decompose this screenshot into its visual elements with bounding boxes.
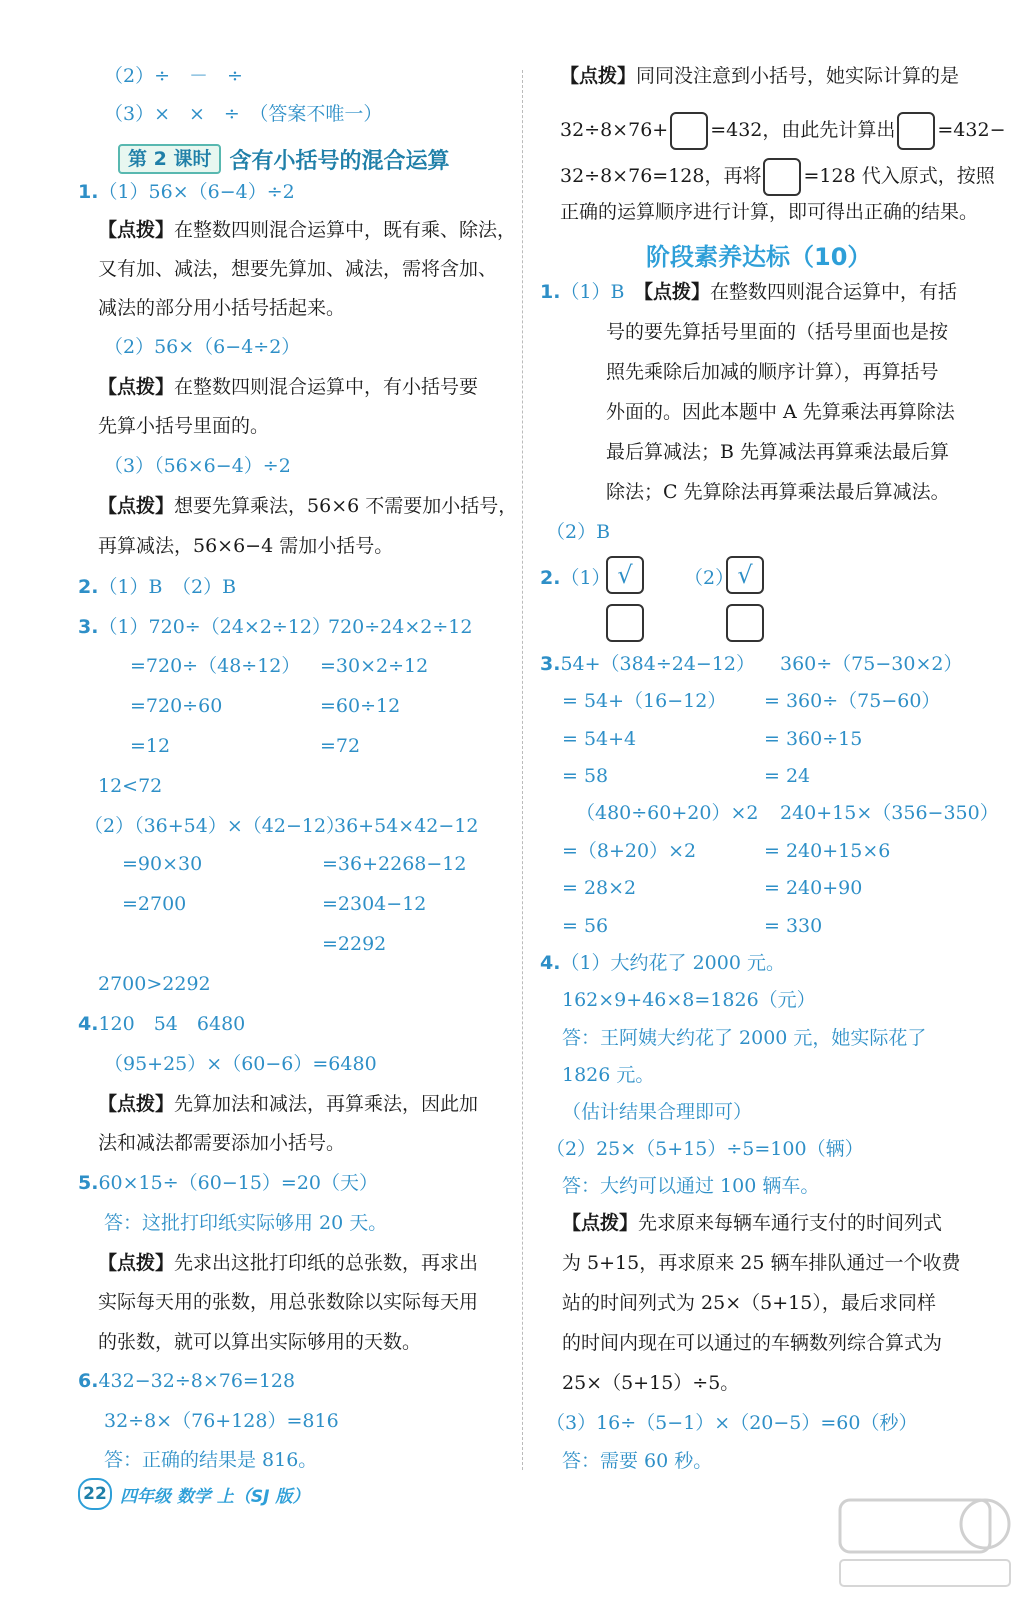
line-text: = 360÷（75−60） [764, 690, 941, 712]
left-line [104, 1409, 339, 1433]
line-text: = 56 [562, 915, 609, 937]
left-line [104, 454, 291, 478]
tip-label: 【点拨】 [98, 376, 175, 398]
tip-label: 【点拨】 [98, 1252, 175, 1274]
answer-checkbox [726, 604, 764, 642]
line-text: 号的要先算括号里面的（括号里面也是按 [606, 321, 949, 343]
right-line [562, 1331, 942, 1355]
page-footer [78, 1478, 309, 1510]
right-line [764, 689, 940, 713]
line-text: 在整数四则混合运算中，既有乘、除法， [174, 219, 517, 241]
left-line [98, 296, 345, 320]
left-line [122, 852, 202, 876]
left-line [322, 892, 426, 916]
left-line [78, 1012, 245, 1036]
right-line [540, 652, 755, 676]
question-number: 1. [540, 281, 561, 303]
line-text: 站的时间列式为 25×（5+15），最后求同样 [562, 1292, 936, 1314]
tip-label: 【点拨】 [98, 219, 175, 241]
left-line [98, 257, 497, 281]
line-text: （2）56×（6−4÷2） [104, 336, 301, 358]
right-line [606, 480, 950, 504]
line-text: 54+（384÷24−12） [560, 653, 756, 675]
left-line [98, 1131, 345, 1155]
blank-box [670, 112, 708, 150]
right-line [562, 839, 696, 863]
line-text: 为 5+15，再求原来 25 辆车排队通过一个收费 [562, 1252, 961, 1274]
right-line [562, 689, 726, 713]
line-text: 最后算减法；B 先算减法再算乘法最后算 [606, 441, 950, 463]
right-line [560, 112, 1006, 150]
line-text: = 240+15×6 [764, 840, 891, 862]
line-text: 照先乘除后加减的顺序计算），再算括号 [606, 361, 939, 383]
left-line [320, 734, 360, 758]
question-number: 5. [78, 1172, 99, 1194]
right-line [576, 801, 758, 825]
left-line [78, 1369, 295, 1393]
right-line [562, 1100, 752, 1124]
right-line [764, 914, 822, 938]
right-line [764, 727, 862, 751]
right-line [562, 988, 816, 1012]
left-line [104, 64, 243, 88]
tip-label: 【点拨】 [560, 65, 637, 87]
line-text: （估计结果合理即可） [562, 1101, 753, 1123]
line-text: 432−32÷8×76=128 [98, 1370, 296, 1392]
left-line [98, 1092, 478, 1116]
blank-box [897, 112, 935, 150]
line-text: 答：这批打印纸实际够用 20 天。 [104, 1212, 388, 1234]
book-title: 四年级 数学 上（SJ 版） [120, 1486, 310, 1507]
left-line [320, 694, 400, 718]
right-line [606, 400, 955, 424]
left-line [98, 972, 211, 996]
line-text: （480÷60+20）×2 [576, 802, 759, 824]
left-line [122, 892, 186, 916]
right-line [764, 839, 890, 863]
question-number: 4. [78, 1013, 99, 1035]
right-line [562, 914, 608, 938]
line-text: 32÷8×76=128，再将 =128 代入原式，按照 [560, 165, 995, 187]
left-line [130, 694, 222, 718]
right-line [562, 1026, 926, 1050]
answer-checkbox: √ [726, 556, 764, 594]
right-line [764, 876, 862, 900]
question-number: 2. [540, 567, 561, 589]
line-text: 先求原来每辆车通行支付的时间列式 [638, 1212, 943, 1234]
right-line [562, 1291, 936, 1315]
line-text: 36+54×42−12 [334, 815, 479, 837]
line-text: =72 [320, 735, 361, 757]
left-line [98, 1251, 478, 1275]
right-line [562, 727, 636, 751]
right-line [606, 440, 949, 464]
line-text: 的张数，就可以算出实际够用的天数。 [98, 1331, 422, 1353]
right-line [562, 1211, 942, 1235]
line-text: 外面的。因此本题中 A 先算乘法再算除法 [606, 401, 955, 423]
line-text: =30×2÷12 [320, 655, 429, 677]
right-line [562, 876, 636, 900]
left-line [104, 335, 300, 359]
line-text: 25×（5+15）÷5。 [562, 1372, 740, 1394]
line-text: = 330 [764, 915, 823, 937]
line-text: = 54+4 [562, 728, 637, 750]
line-text: 答：正确的结果是 816。 [104, 1449, 318, 1471]
left-line [130, 654, 300, 678]
left-line [98, 414, 269, 438]
left-line [78, 180, 295, 204]
line-text: 在整数四则混合运算中，有括 [710, 281, 958, 303]
left-line [78, 1171, 378, 1195]
left-line [98, 1290, 478, 1314]
line-text: =2292 [322, 933, 387, 955]
right-line [562, 1449, 712, 1473]
line-text: 120 54 6480 [98, 1013, 246, 1035]
line-text: =720÷（48÷12） [130, 655, 301, 677]
line-text: =12 [130, 735, 171, 757]
lesson-tag: 第 2 课时 [118, 144, 221, 174]
question-number: 1. [78, 181, 99, 203]
question-number: 3. [78, 616, 99, 638]
left-line [322, 932, 386, 956]
line-text: 答：大约可以通过 100 辆车。 [562, 1175, 820, 1197]
line-text: （3）16÷（5−1）×（20−5）=60（秒） [546, 1412, 918, 1434]
line-text: 正确的运算顺序进行计算，即可得出正确的结果。 [560, 201, 979, 223]
line-text: = 28×2 [562, 877, 637, 899]
question-number: 4. [540, 952, 561, 974]
left-line [320, 654, 428, 678]
right-line [540, 566, 611, 590]
line-text: （2）÷ － ÷ [104, 65, 243, 87]
line-text: 162×9+46×8=1826（元） [562, 989, 816, 1011]
line-text: 60×15÷（60−15）=20（天） [98, 1172, 379, 1194]
line-text: = 58 [562, 765, 609, 787]
line-text: 答：需要 60 秒。 [562, 1450, 713, 1472]
right-line [546, 1411, 917, 1435]
line-text: 想要先算乘法，56×6 不需要加小括号， [174, 495, 518, 517]
left-line [98, 494, 517, 518]
line-text: 360÷（75−30×2） [780, 653, 963, 675]
line-text: （1）大约花了 2000 元。 [560, 952, 785, 974]
line-text: =2700 [122, 893, 187, 915]
left-line [104, 1448, 317, 1472]
right-line [562, 1251, 960, 1275]
left-line [84, 814, 345, 838]
line-text: =60÷12 [320, 695, 401, 717]
line-text: = 360÷15 [764, 728, 863, 750]
tip-label: 【点拨】 [98, 1093, 175, 1115]
line-text: 2700>2292 [98, 973, 211, 995]
right-line [764, 764, 810, 788]
tip-label: 【点拨】 [98, 495, 175, 517]
line-text: =2304−12 [322, 893, 427, 915]
answer-checkbox [606, 604, 644, 642]
question-number: 6. [78, 1370, 99, 1392]
right-line [560, 64, 959, 88]
line-text: 先求出这批打印纸的总张数，再求出 [174, 1252, 479, 1274]
right-line [540, 280, 957, 304]
line-text: （2）（36+54）×（42−12） [84, 815, 346, 837]
line-text: 同同没注意到小括号，她实际计算的是 [636, 65, 960, 87]
line-text: （1）720÷（24×2÷12） [98, 616, 332, 638]
watermark-logo [835, 1492, 1015, 1592]
line-text: =（8+20）×2 [562, 840, 697, 862]
page-number: 22 [78, 1478, 112, 1510]
line-text: 再算减法，56×6−4 需加小括号。 [98, 535, 394, 557]
right-line [562, 1063, 654, 1087]
line-text: （3）（56×6−4）÷2 [104, 455, 291, 477]
left-line [98, 218, 516, 242]
left-line [98, 375, 478, 399]
line-text: = 240+90 [764, 877, 863, 899]
line-text: =36+2268−12 [322, 853, 467, 875]
left-line [98, 534, 393, 558]
answer-checkbox: √ [606, 556, 644, 594]
right-line [562, 1371, 739, 1395]
line-text: =90×30 [122, 853, 203, 875]
left-line [98, 774, 162, 798]
right-line [606, 320, 948, 344]
left-line [104, 1211, 387, 1235]
line-text: 12<72 [98, 775, 163, 797]
question-number: 2. [78, 576, 99, 598]
line-text: （1）56×（6−4）÷2 [98, 181, 295, 203]
line-text: 又有加、减法，想要先算加、减法，需将含加、 [98, 258, 498, 280]
left-line [104, 1052, 377, 1076]
line-text: （2） [684, 567, 735, 589]
column-divider [522, 70, 523, 1470]
line-text: 法和减法都需要添加小括号。 [98, 1132, 346, 1154]
line-text: 先算加法和减法，再算乘法，因此加 [174, 1093, 479, 1115]
right-line [562, 764, 608, 788]
right-line [546, 520, 610, 544]
line-text: （3）× × ÷ （答案不唯一） [104, 103, 383, 125]
left-line [78, 615, 331, 639]
right-line [560, 158, 995, 196]
left-line [98, 1330, 421, 1354]
left-line [104, 102, 382, 126]
right-line [546, 1137, 864, 1161]
lesson-title: 含有小括号的混合运算 [229, 148, 450, 174]
left-line [130, 734, 170, 758]
right-line [606, 360, 939, 384]
lesson-header [118, 144, 449, 174]
line-text: 先算小括号里面的。 [98, 415, 270, 437]
line-text: （1）B （2）B [98, 576, 237, 598]
right-line [780, 801, 999, 825]
line-text: 减法的部分用小括号括起来。 [98, 297, 346, 319]
line-text: （1）B [560, 281, 644, 303]
tip-label: 【点拨】 [562, 1212, 639, 1234]
left-line [322, 852, 466, 876]
left-line [334, 814, 478, 838]
line-text: 在整数四则混合运算中，有小括号要 [174, 376, 479, 398]
line-text: 240+15×（356−350） [780, 802, 999, 824]
left-line [78, 575, 236, 599]
right-line [562, 1174, 819, 1198]
stage-title: 阶段素养达标（10） [646, 243, 872, 271]
line-text: 答：王阿姨大约花了 2000 元，她实际花了 [562, 1027, 927, 1049]
right-line [540, 951, 785, 975]
line-text: 720÷24×2÷12 [328, 616, 473, 638]
line-text: （1） [560, 567, 611, 589]
line-text: （2）25×（5+15）÷5=100（辆） [546, 1138, 864, 1160]
line-text: 32÷8×76+ =432，由此先计算出 =432− [560, 119, 1006, 141]
line-text: 实际每天用的张数，用总张数除以实际每天用 [98, 1291, 479, 1313]
tip-label: 【点拨】 [643, 281, 711, 303]
blank-box [763, 158, 801, 196]
line-text: 1826 元。 [562, 1064, 655, 1086]
line-text: = 54+（16−12） [562, 690, 727, 712]
line-text: = 24 [764, 765, 811, 787]
right-line [780, 652, 962, 676]
line-text: （95+25）×（60−6）=6480 [104, 1053, 377, 1075]
right-line [560, 200, 978, 224]
line-text: （2）B [546, 521, 611, 543]
line-text: 除法；C 先算除法再算乘法最后算减法。 [606, 481, 950, 503]
line-text: 的时间内现在可以通过的车辆数列综合算式为 [562, 1332, 943, 1354]
question-number: 3. [540, 653, 561, 675]
left-line [328, 615, 472, 639]
line-text: 32÷8×（76+128）=816 [104, 1410, 339, 1432]
line-text: =720÷60 [130, 695, 223, 717]
